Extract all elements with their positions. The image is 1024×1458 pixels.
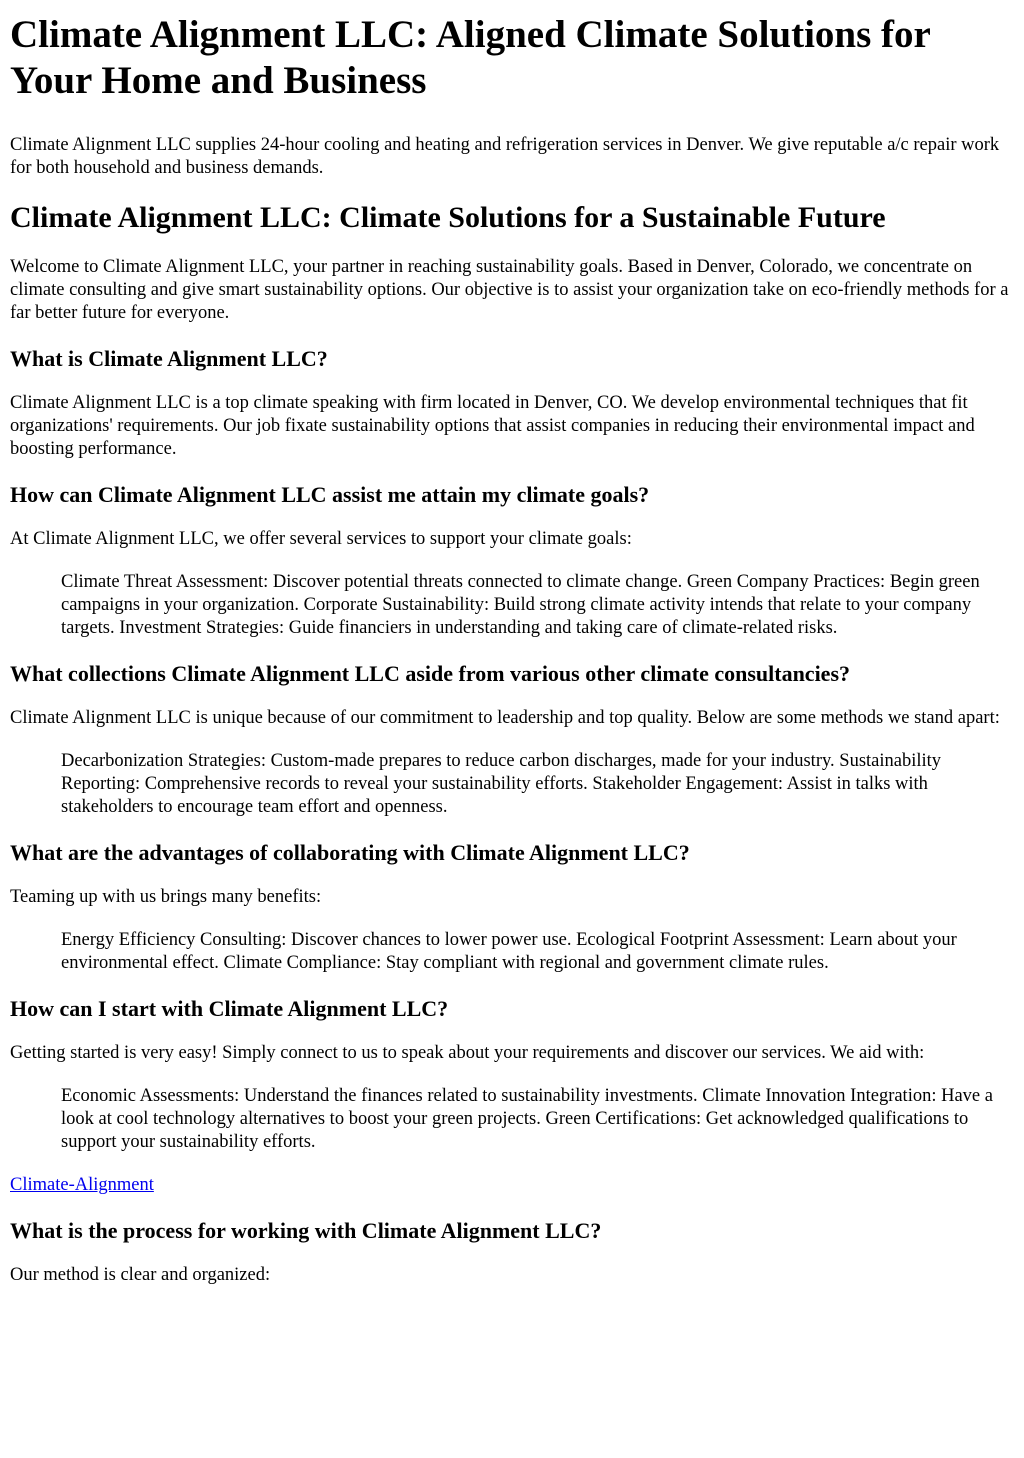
sets-apart-paragraph: Climate Alignment LLC is unique because of our commitment to leadership and top quality. Below are some methods we stand apart:	[10, 708, 1000, 728]
climate-goals-services-quote: Climate Threat Assessment: Discover potential threats connected to climate change. Green Company Practices: Begin green campaigns in your organization. Corporate Sustainability: Build strong climate activity intends that relate to your company targets. Investment Strategies: Guide financiers in understanding and taking care of climate-related risks.	[61, 572, 980, 638]
process-paragraph: Our method is clear and organized:	[10, 1265, 271, 1285]
link-paragraph	[10, 1174, 1014, 1197]
intro-paragraph: Climate Alignment LLC supplies 24-hour cooling and heating and refrigeration services in Denver. We give reputable a/c repair work for both household and business demands.	[10, 135, 1000, 178]
heading-what-is: What is Climate Alignment LLC?	[10, 346, 328, 371]
heading-process: What is the process for working with Climate Alignment LLC?	[10, 1218, 602, 1243]
section-heading-sustainable-future: Climate Alignment LLC: Climate Solutions for a Sustainable Future	[10, 201, 886, 234]
article-page	[0, 12, 1024, 1287]
advantages-quote: Energy Efficiency Consulting: Discover chances to lower power use. Ecological Footprint Assessment: Learn about your environmental effect. Climate Compliance: Stay compliant with regional and government climate rules.	[61, 930, 957, 973]
get-started-quote: Economic Assessments: Understand the finances related to sustainability investments. Climate Innovation Integration: Have a look at cool technology alternatives to boost your green projects. Green Certifications: Get acknowledged qualifications to support your sustainability efforts.	[61, 1086, 993, 1152]
heading-advantages: What are the advantages of collaborating with Climate Alignment LLC?	[10, 840, 690, 865]
advantages-paragraph: Teaming up with us brings many benefits:	[10, 887, 322, 907]
page-title: Climate Alignment LLC: Aligned Climate Solutions for Your Home and Business	[10, 13, 931, 102]
heading-get-started: How can I start with Climate Alignment LLC?	[10, 996, 449, 1021]
climate-goals-paragraph: At Climate Alignment LLC, we offer several services to support your climate goals:	[10, 529, 632, 549]
what-is-paragraph: Climate Alignment LLC is a top climate speaking with firm located in Denver, CO. We develop environmental techniques that fit organizations' requirements. Our job fixate sustainability options that assist companies in reducing their environmental impact and boosting performance.	[10, 393, 975, 459]
heading-climate-goals: How can Climate Alignment LLC assist me attain my climate goals?	[10, 482, 650, 507]
get-started-paragraph: Getting started is very easy! Simply connect to us to speak about your requirements and discover our services. We aid with:	[10, 1043, 925, 1063]
sets-apart-quote: Decarbonization Strategies: Custom-made prepares to reduce carbon discharges, made for your industry. Sustainability Reporting: Comprehensive records to reveal your sustainability efforts. Stakeholder Engagement: Assist in talks with stakeholders to encourage team effort and openness.	[61, 751, 942, 817]
climate-alignment-link[interactable]: Climate-Alignment	[10, 1175, 154, 1195]
welcome-paragraph: Welcome to Climate Alignment LLC, your partner in reaching sustainability goals. Based in Denver, Colorado, we concentrate on climate consulting and give smart sustainability options. Our objective is to assist your organization take on eco-friendly methods for a far better future for everyone.	[10, 257, 1009, 323]
heading-what-sets-apart: What collections Climate Alignment LLC aside from various other climate consultancies?	[10, 661, 851, 686]
